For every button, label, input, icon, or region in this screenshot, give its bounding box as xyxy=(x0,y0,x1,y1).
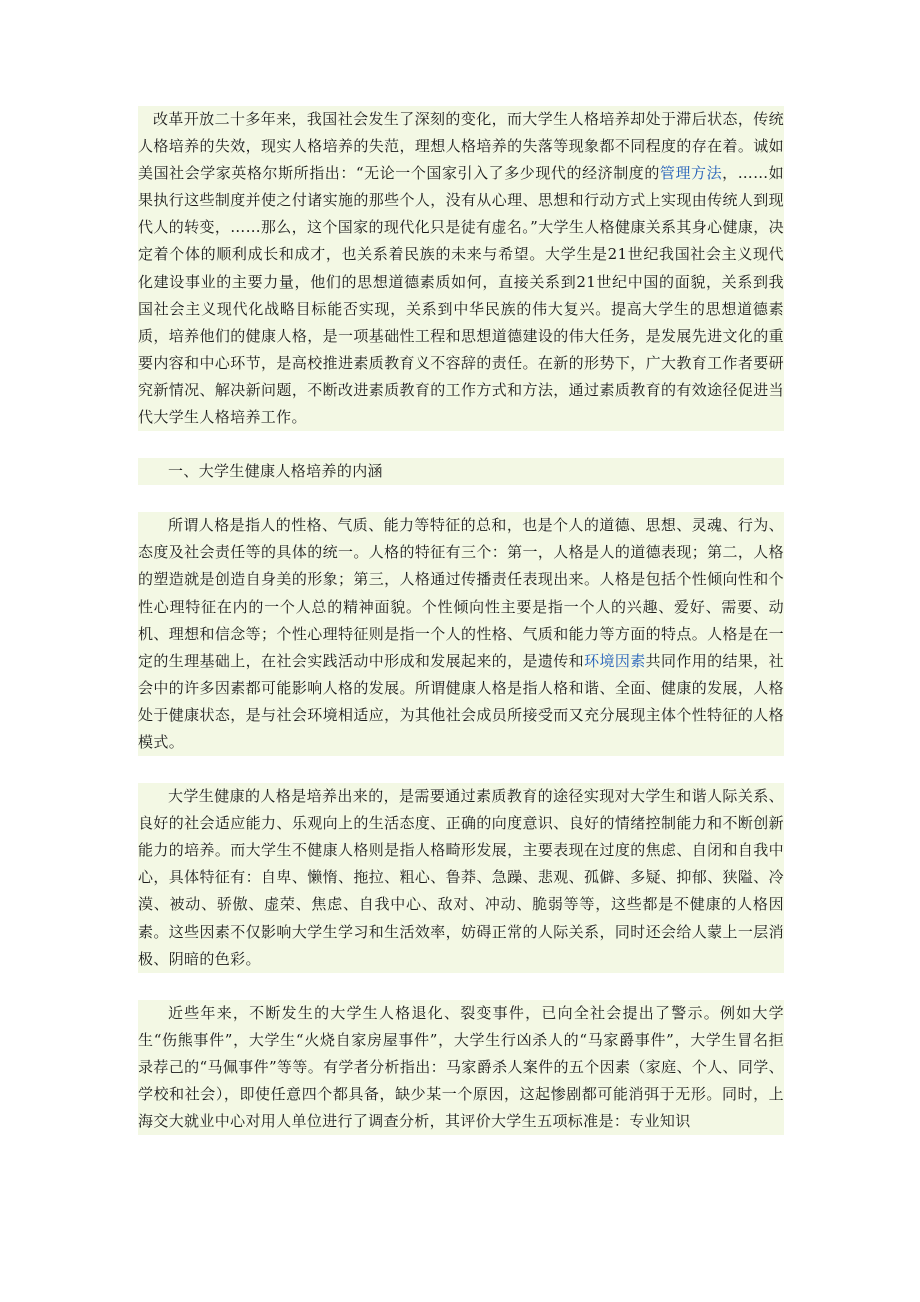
intro-paragraph xyxy=(138,106,784,431)
management-methods-link[interactable]: 管理方法 xyxy=(659,164,723,183)
personality-definition-paragraph xyxy=(138,512,784,756)
intro-text-a: 改革开放二十多年来，我国社会发生了深刻的变化，而大学生人格培养却处于滞后状态，传统人格培养的失效，现实人格培养的失范，理想人格培养的失落等现象都不同程度的存在着。诚如美国社会学家英格尔斯所指出：“无论一个国家引入了多少现代的经济制度的 xyxy=(138,110,784,183)
document-body xyxy=(138,106,784,1135)
paragraph-gap xyxy=(138,485,784,512)
section-heading: 一、大学生健康人格培养的内涵 xyxy=(138,458,784,485)
environmental-factors-link[interactable]: 环境因素 xyxy=(584,651,646,670)
intro-text-b: ，……如果执行这些制度并使之付诸实施的那些个人，没有从心理、思想和行动方式上实现由传统人到现代人的转变，……那么，这个国家的现代化只是徒有虚名。”大学生人格健康关系其身心健康，决定着个体的顺利成长和成才，也关系着民族的未来与希望。大学生是21世纪我国社会主义现代化建设事业的主要力量，他们的思想道德素质如何，直接关系到21世纪中国的面貌，关系到我国社会主义现代化战略目标能否实现，关系到中华民族的伟大复兴。提高大学生的思想道德素质，培养他们的健康人格，是一项基础性工程和思想道德建设的伟大任务，是发展先进文化的重要内容和中心环节，是高校推进素质教育义不容辞的责任。在新的形势下，广大教育工作者要研究新情况、解决新问题，不断改进素质教育的工作方式和方法，通过素质教育的有效途径促进当代大学生人格培养工作。 xyxy=(138,164,784,427)
healthy-personality-paragraph: 大学生健康的人格是培养出来的，是需要通过素质教育的途径实现对大学生和谐人际关系、良好的社会适应能力、乐观向上的生活态度、正确的向度意识、良好的情绪控制能力和不断创新能力的培养。而大学生不健康人格则是指人格畸形发展，主要表现在过度的焦虑、自闭和自我中心，具体特征有：自卑、懒惰、拖拉、粗心、鲁莽、急躁、悲观、孤僻、多疑、抑郁、狭隘、冷漠、被动、骄傲、虚荣、焦虑、自我中心、敌对、冲动、脆弱等等，这些都是不健康的人格因素。这些因素不仅影响大学生学习和生活效率，妨碍正常的人际关系，同时还会给人蒙上一层消极、阴暗的色彩。 xyxy=(138,783,784,973)
paragraph-gap xyxy=(138,973,784,1000)
definition-text-a: 所谓人格是指人的性格、气质、能力等特征的总和，也是个人的道德、思想、灵魂、行为、态度及社会责任等的具体的统一。人格的特征有三个：第一，人格是人的道德表现；第二，人格的塑造就是创造自身美的形象；第三，人格通过传播责任表现出来。人格是包括个性倾向性和个性心理特征在内的一个人总的精神面貌。个性倾向性主要是指一个人的兴趣、爱好、需要、动机、理想和信念等；个性心理特征则是指一个人的性格、气质和能力等方面的特点。人格是在一定的生理基础上，在社会实践活动中形成和发展起来的，是遗传和 xyxy=(138,516,784,670)
paragraph-gap xyxy=(138,756,784,783)
paragraph-gap xyxy=(138,431,784,458)
definition-text-b: 共同作用的结果，社会中的许多因素都可能影响人格的发展。所谓健康人格是指人格和谐、全面、健康的发展，人格处于健康状态，是与社会环境相适应，为其他社会成员所接受而又充分展现主体个性特征的人格模式。 xyxy=(138,651,784,751)
warning-events-paragraph: 近些年来，不断发生的大学生人格退化、裂变事件，已向全社会提出了警示。例如大学生“伤熊事件”，大学生“火烧自家房屋事件”，大学生行凶杀人的“马家爵事件”，大学生冒名拒录荐己的“马佩事件”等等。有学者分析指出：马家爵杀人案件的五个因素（家庭、个人、同学、学校和社会），即使任意四个都具备，缺少某一个原因，这起惨剧都可能消弭于无形。同时，上海交大就业中心对用人单位进行了调查分析，其评价大学生五项标准是：专业知识 xyxy=(138,1000,784,1135)
